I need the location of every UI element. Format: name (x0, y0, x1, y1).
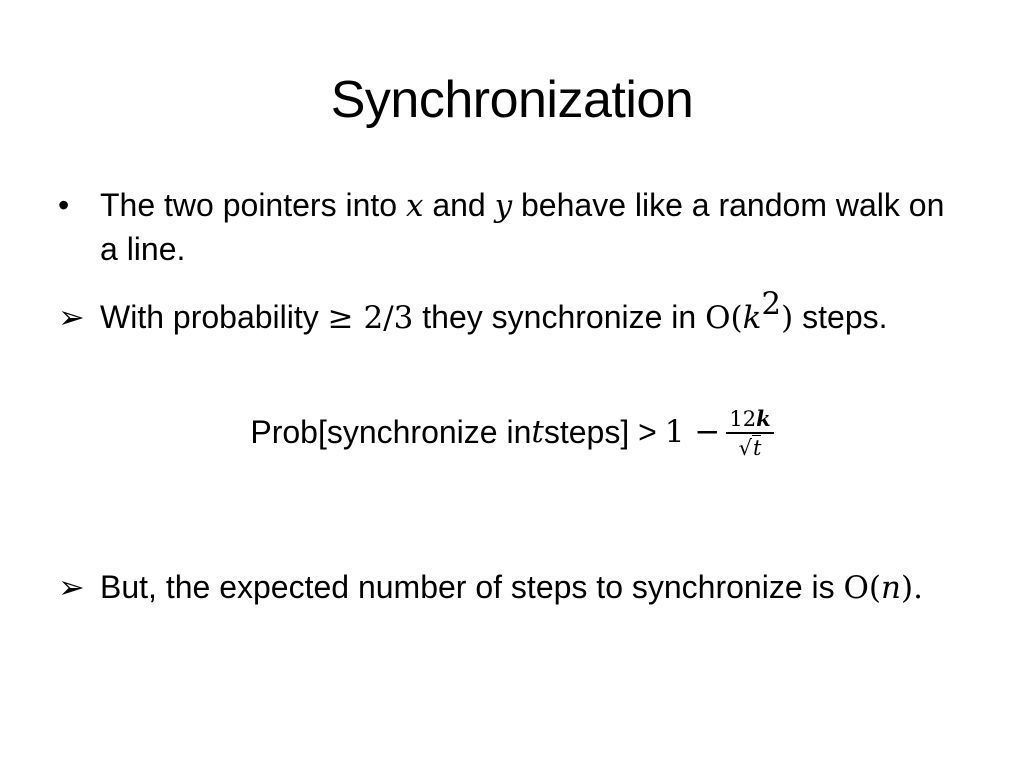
math-y: y (494, 188, 513, 224)
text-run: and (423, 187, 495, 223)
bullet-random-walk-text (100, 184, 950, 271)
bullet-synchronize-probability-text (100, 286, 950, 340)
sqrt-icon: √ (738, 436, 752, 460)
fraction-denominator (736, 434, 765, 462)
arrow-bullet-icon: ➢ (58, 569, 85, 605)
text-run: With probability (100, 299, 328, 335)
text-run: behave like a random walk on a line. (100, 187, 945, 267)
bullet-synchronize-probability (58, 286, 958, 340)
fraction (726, 406, 773, 462)
probability-formula (0, 404, 1024, 460)
bullet-expected-steps-text (100, 566, 950, 610)
bullet-expected-steps (58, 566, 958, 610)
math-big-o-open: O( (705, 300, 743, 336)
math-close-paren: ) (781, 300, 794, 336)
formula-lhs: Prob[synchronize in (250, 414, 532, 450)
bullet-random-walk (58, 184, 958, 271)
fraction-numerator (726, 406, 773, 434)
math-x: x (405, 188, 424, 224)
arrow-bullet-icon: ➢ (58, 299, 85, 335)
math-k: k (742, 300, 762, 336)
math-one-minus: 1 − (664, 414, 721, 450)
text-run: steps. (793, 299, 888, 335)
numerator-value: 12 (729, 407, 757, 431)
math-big-o-open: O( (843, 570, 882, 606)
text-run: they synchronize in (413, 299, 706, 335)
slide-title: Synchronization (330, 71, 694, 129)
formula-lhs-2: steps] > (543, 414, 657, 450)
math-geq-two-thirds: ≥ 2/3 (327, 300, 414, 336)
math-n: n (881, 570, 901, 606)
text-run: The two pointers into (100, 187, 406, 223)
denominator-t: t (752, 436, 762, 460)
math-close-paren-period: ). (901, 570, 923, 606)
text-run: But, the expected number of steps to synchronize is (100, 569, 844, 605)
math-t: t (531, 414, 544, 450)
bullet-dot-icon: • (58, 187, 70, 223)
math-exponent: 2 (761, 286, 782, 323)
numerator-k: k (756, 406, 771, 431)
